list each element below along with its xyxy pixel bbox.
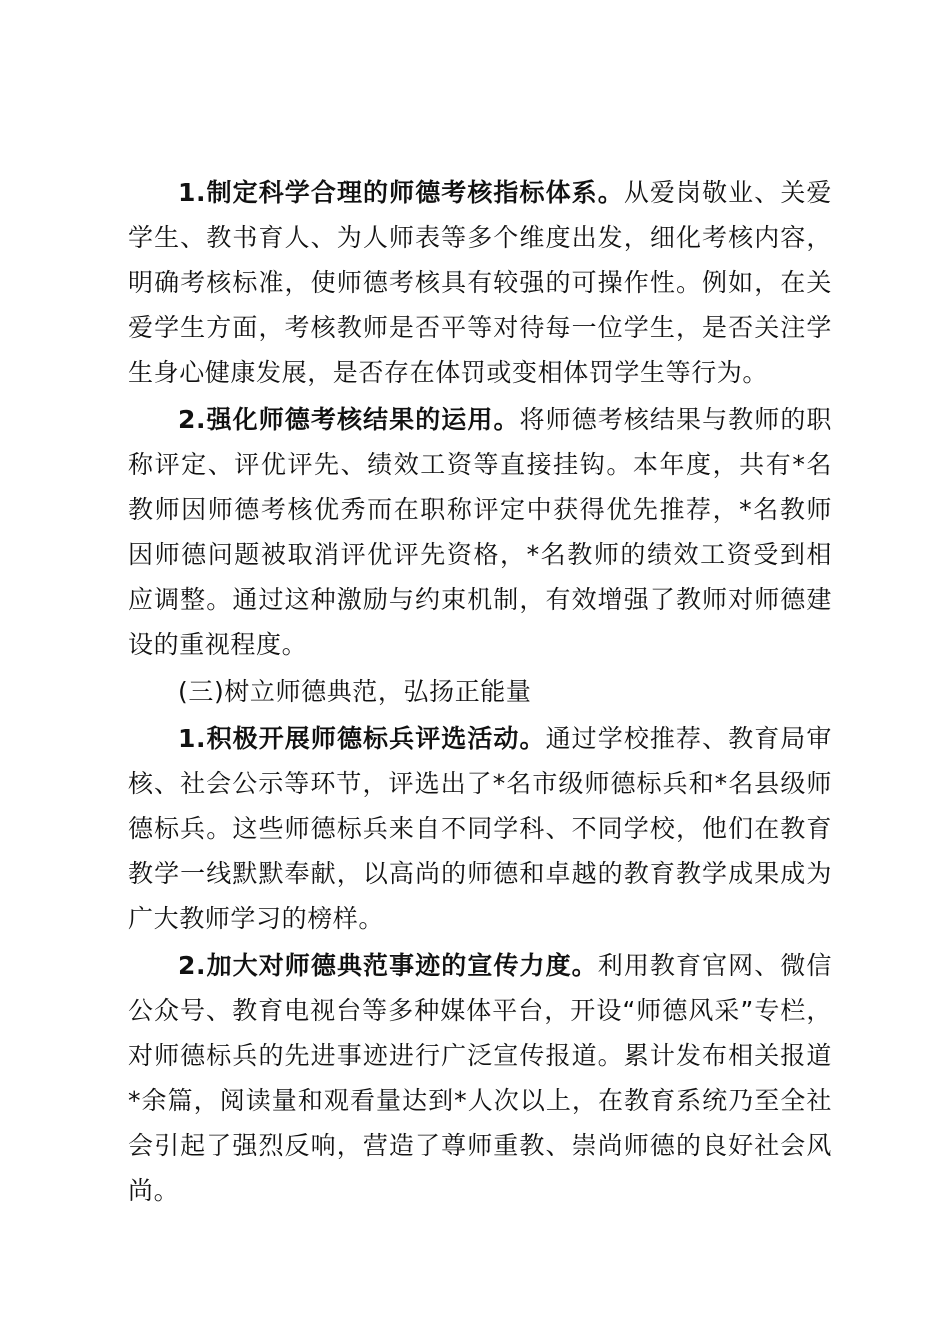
paragraph-text: 通过学校推荐、教育局审核、社会公示等环节，评选出了*名市级师德标兵和*名县级师德标兵。这些师德标兵来自不同学科、不同学校，他们在教育教学一线默默奉献，以高尚的师德和卓越的教育教学成果成为广大教师学习的榜样。 <box>128 724 832 933</box>
paragraph-assessment-results <box>128 397 832 667</box>
paragraph-model-selection <box>128 716 832 941</box>
paragraph-lead: 1.积极开展师德标兵评选活动。 <box>178 724 546 753</box>
paragraph-lead: 2.加大对师德典范事迹的宣传力度。 <box>178 951 598 980</box>
paragraph-text: 从爱岗敬业、关爱学生、教书育人、为人师表等多个维度出发，细化考核内容，明确考核标准，使师德考核具有较强的可操作性。例如，在关爱学生方面，考核教师是否平等对待每一位学生，是否关注学生身心健康发展，是否存在体罚或变相体罚学生等行为。 <box>128 178 832 387</box>
document-body <box>128 170 832 1215</box>
paragraph-text: 利用教育官网、微信公众号、教育电视台等多种媒体平台，开设“师德风采”专栏，对师德标兵的先进事迹进行广泛宣传报道。累计发布相关报道*余篇，阅读量和观看量达到*人次以上，在教育系统乃至全社会引起了强烈反响，营造了尊师重教、崇尚师德的良好社会风尚。 <box>128 951 832 1205</box>
section-heading: (三)树立师德典范，弘扬正能量 <box>178 677 532 706</box>
paragraph-model-publicity <box>128 943 832 1213</box>
paragraph-lead: 1.制定科学合理的师德考核指标体系。 <box>178 178 624 207</box>
paragraph-lead: 2.强化师德考核结果的运用。 <box>178 405 520 434</box>
paragraph-assessment-indicators <box>128 170 832 395</box>
paragraph-text: 将师德考核结果与教师的职称评定、评优评先、绩效工资等直接挂钩。本年度，共有*名教师因师德考核优秀而在职称评定中获得优先推荐，*名教师因师德问题被取消评优评先资格，*名教师的绩效工资受到相应调整。通过这种激励与约束机制，有效增强了教师对师德建设的重视程度。 <box>128 405 833 659</box>
